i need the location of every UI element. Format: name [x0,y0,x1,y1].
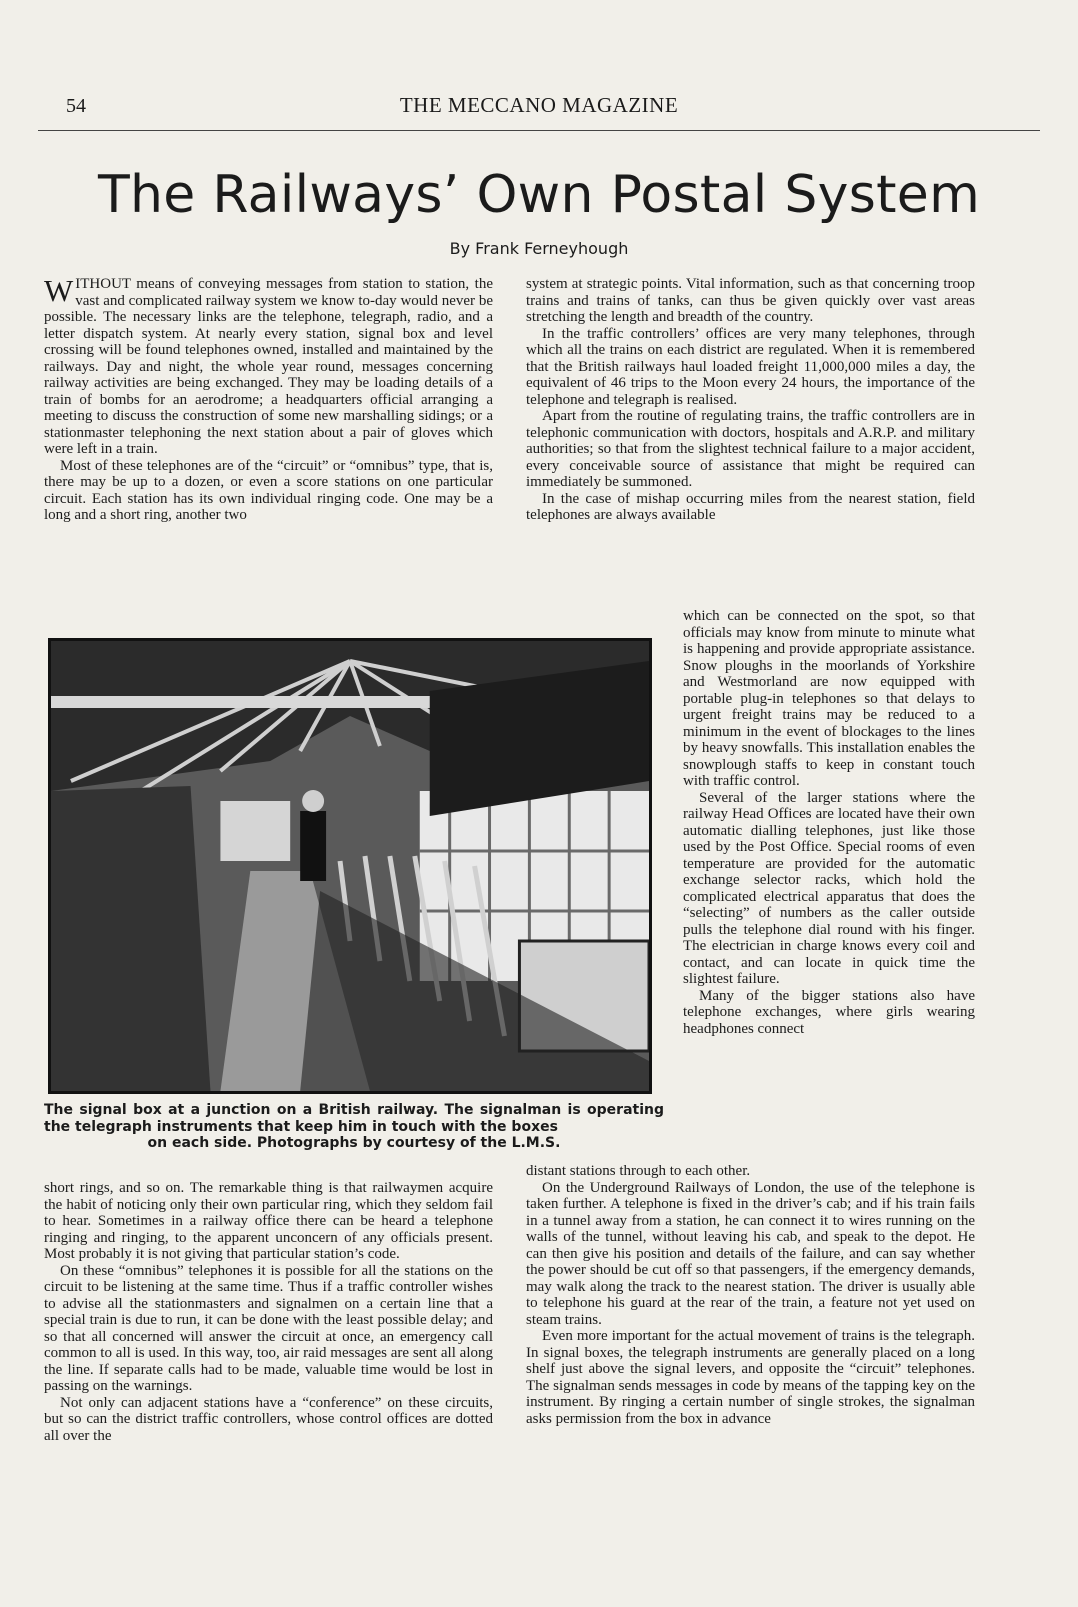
paragraph: system at strategic points. Vital information, such as that concerning troop trains and trains of tanks, can thus be given quickly over vast areas stretching the length and breadth of the country. [526,276,975,325]
paragraph: which can be connected on the spot, so that officials may know from minute to minute what is happening and provide appropriate assistance. Snow ploughs in the moorlands of Yorkshire and Westmorland are now equipped with portable plug-in telephones so that delays to urgent freight trains may be reduced to a minimum in the event of blockages to the lines by heavy snowfalls. This installation enables the snowplough staffs to keep in constant touch with traffic control. [683,608,975,789]
running-head: THE MECCANO MAGAZINE [399,93,679,117]
article-title: The Railways’ Own Postal System [97,165,981,225]
header-rule [38,130,1040,131]
paragraph: Several of the larger stations where the railway Head Offices are located have their own automatic dialling telephones, just like those used by the Post Office. Special rooms of even temperature are provided for the automatic exchange selector racks, which hold the complicated electrical apparatus that does the “selecting” of numbers as the caller outside pulls the telephone dial round with his finger. The electrician in charge knows every coil and contact, and can locate in quick time the slightest failure. [683,789,975,987]
paragraph: short rings, and so on. The remarkable thing is that railwaymen acquire the habit of noticing only their own particular ring, which they seldom fail to hear. Sometimes in a railway office there can be heard a telephone ringing and ringing, to the apparent unconcern of any officials present. Most probably it is not giving that particular station’s code. [44,1180,493,1262]
caption-credit: on each side. Photographs by courtesy of the L.M.S. [147,1135,561,1151]
signal-box-photo-illustration [51,641,649,1091]
signal-box-photo [48,638,652,1094]
column-left-bottom [44,1180,493,1444]
drop-cap: W [44,273,74,308]
paragraph: Even more important for the actual movement of trains is the telegraph. In signal boxes, the telegraph instruments are generally placed on a long shelf just above the signal levers, and opposite the “circuit” telephones. The signalman sends messages in code by means of the tapping key on the instrument. By ringing a certain number of single strokes, the signalman asks permission from the box in advance [526,1328,975,1427]
caption-text: The signal box at a junction on a British railway. The signalman is operating the telegraph instruments that keep him in touch with the boxes [44,1102,664,1135]
paragraph: WITHOUT means of conveying messages from station to station, the vast and complicated railway system we know to-day would never be possible. The necessary links are the telephone, telegraph, radio, and a letter dispatch system. At nearly every station, signal box and level crossing will be found telephones owned, installed and maintained by the railways. Day and night, the whole year round, messages concerning railway activities are being exchanged. They may be loading details of a train of bombs for an aerodrome; a headquarters official arranging a meeting to discuss the construction of some new marshalling sidings; or a stationmaster telephoning the next station about a pair of gloves which were left in a train. [44,273,493,457]
paragraph: Not only can adjacent stations have a “conference” on these circuits, but so can the district traffic controllers, whose control offices are dotted all over the [44,1394,493,1444]
paragraph: On these “omnibus” telephones it is possible for all the stations on the circuit to be listening at the same time. Thus if a traffic controller wishes to advise all the stationmasters and signalmen on a certain line that a special train is due to run, it can be done with the least possible delay; and so that all concerned will answer the circuit at once, an emergency call common to all is used. In this way, too, air raid messages are sent all along the line. If separate calls had to be made, valuable time would be lost in passing on the warnings. [44,1262,493,1394]
byline: By Frank Ferneyhough [449,239,629,258]
page-number: 54 [66,95,86,117]
photo-caption [44,1102,664,1152]
paragraph: In the case of mishap occurring miles from the nearest station, field telephones are always available [526,490,975,523]
paragraph: Many of the bigger stations also have telephone exchanges, where girls wearing headphones connect [683,987,975,1037]
paragraph: Apart from the routine of regulating trains, the traffic controllers are in telephonic communication with doctors, hospitals and A.R.P. and military authorities; so that from the slightest technical failure to a major accident, every conceivable source of assistance that might be required can immediately be summoned. [526,408,975,490]
column-right-beside-photo [683,608,975,1037]
paragraph: In the traffic controllers’ offices are very many telephones, through which all the trains on each district are regulated. When it is remembered that the British railways haul loaded freight 11,000,000 miles a day, the equivalent of 46 trips to the Moon every 24 hours, the importance of the telephone and telegraph is realised. [526,325,975,408]
column-right-top [526,276,975,524]
column-right-bottom [526,1163,975,1427]
paragraph: On the Underground Railways of London, the use of the telephone is taken further. A telephone is fixed in the driver’s cab; and if his train fails in a tunnel away from a station, he can connect it to wires running on the walls of the tunnel, without leaving his cab, and speak to the depot. He can then give his position and details of the failure, and can say whether the power should be cut off so that passengers, if the emergency demands, may walk along the track to the nearest station. The driver is usually able to telephone his guard at the rear of the train, a feature not yet used on steam trains. [526,1179,975,1328]
paragraph: Most of these telephones are of the “circuit” or “omnibus” type, that is, there may be up to a dozen, or even a score stations on one particular circuit. Each station has its own individual ringing code. One may be a long and a short ring, another two [44,457,493,523]
paragraph: distant stations through to each other. [526,1163,751,1179]
column-left-top [44,273,493,524]
